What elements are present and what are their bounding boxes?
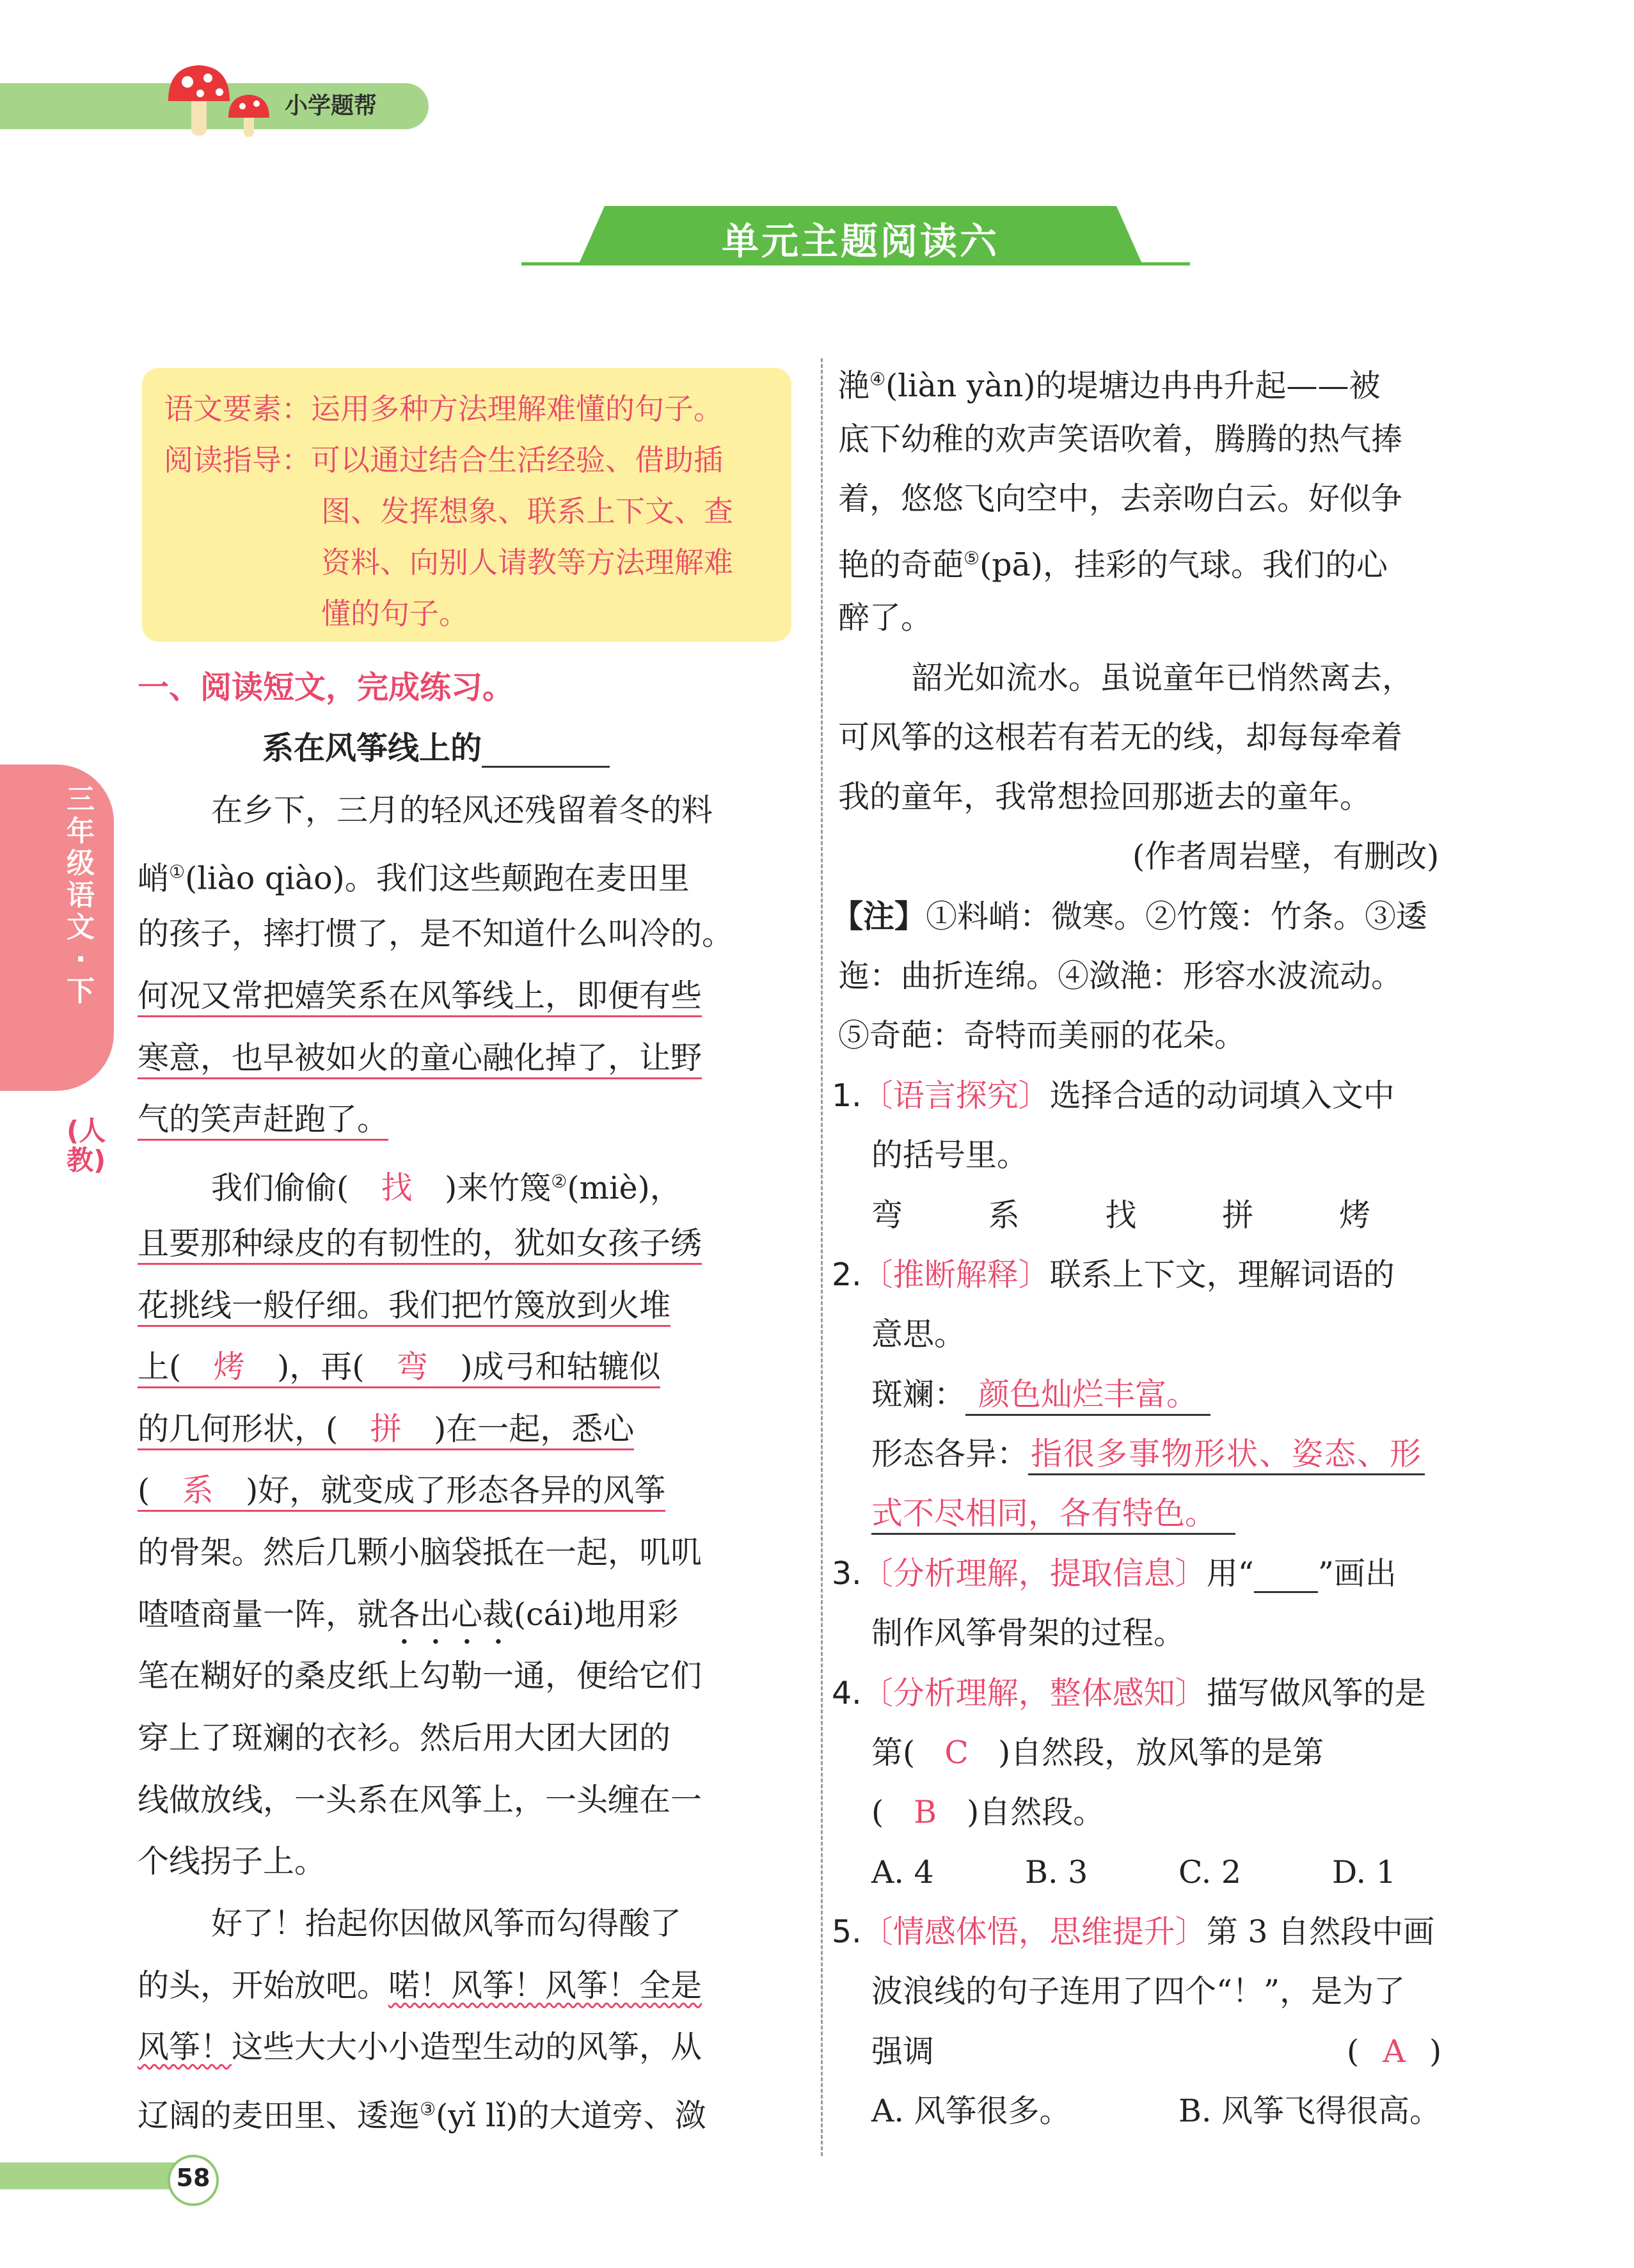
guidance-line: 资料、向别人请教等方法理解难 xyxy=(321,545,733,580)
option[interactable]: B. 3 xyxy=(1025,1854,1088,1891)
article-text: )成弓和轱辘似 xyxy=(460,1349,661,1385)
article-text: (liào qiào)。我们这些颠跑在麦田里 xyxy=(185,860,690,897)
article-line: 穿上了斑斓的衣衫。然后用大团大团的 xyxy=(138,1720,671,1756)
term-answer[interactable]: 指很多事物形状、姿态、形 xyxy=(1028,1435,1425,1475)
article-text: 峭 xyxy=(138,860,170,897)
question-line xyxy=(871,1793,1104,1832)
article-text: )在一起，悉心 xyxy=(434,1411,635,1447)
verb-option: 烤 xyxy=(1338,1197,1370,1233)
article-line: 着，悠悠飞向空中，去亲吻白云。好似争 xyxy=(838,480,1403,517)
option[interactable]: C. 2 xyxy=(1178,1854,1242,1891)
article-line: 笔在糊好的桑皮纸上勾勒一通，便给它们 xyxy=(138,1658,702,1694)
option[interactable]: D. 1 xyxy=(1332,1854,1396,1891)
footnote-ref: ② xyxy=(551,1171,567,1192)
side-publisher-label xyxy=(67,1115,106,1176)
guidance-line: 懂的句子。 xyxy=(321,596,468,631)
article-line xyxy=(838,360,1381,405)
article-text: (liàn yàn)的堤塘边冉冉升起——被 xyxy=(885,367,1381,404)
page-number: 58 xyxy=(176,2164,210,2192)
wavy-underlined-text: 风筝！ xyxy=(138,2029,232,2065)
question-2 xyxy=(832,1256,1395,1294)
footnote-ref: ⑤ xyxy=(964,548,980,569)
article-text: (pā)，挂彩的气球。我们的心 xyxy=(980,546,1388,583)
q5-answer[interactable]: A xyxy=(1383,2033,1406,2070)
article-line xyxy=(138,1410,634,1450)
footnote-ref: ④ xyxy=(869,369,886,390)
guidance-line: 图、发挥想象、联系上下文、查 xyxy=(321,494,733,528)
question-text: 第 3 自然段中画 xyxy=(1206,1914,1435,1950)
article-line xyxy=(138,1225,702,1263)
question-line: 意思。 xyxy=(871,1316,966,1352)
article-line: 底下幼稚的欢声笑语吹着，腾腾的热气捧 xyxy=(838,421,1403,457)
article-text: 这些大大小小造型生动的风筝，从 xyxy=(232,2029,702,2065)
question-number: 4. xyxy=(832,1675,862,1711)
notes-line xyxy=(832,898,1427,936)
question-number: 5. xyxy=(832,1914,862,1950)
article-line xyxy=(138,1039,702,1077)
article-line xyxy=(838,539,1388,584)
mushroom-logo-icon xyxy=(163,59,291,142)
article-line xyxy=(138,853,690,898)
article-line xyxy=(138,2028,702,2066)
question-line xyxy=(871,2033,934,2071)
question-line: 波浪线的句子连用了四个“！”，是为了 xyxy=(871,1973,1406,2010)
answer-blank-3[interactable]: 弯 xyxy=(396,1349,428,1385)
question-tag: 〔语言探究〕 xyxy=(861,1077,1050,1114)
notes-line: 迤：曲折连绵。④潋滟：形容水波流动。 xyxy=(838,958,1403,994)
q4-answer-2[interactable]: B xyxy=(914,1794,937,1830)
article-text: 上( xyxy=(138,1349,182,1385)
article-text: 辽阔的麦田里、逶迤 xyxy=(138,2097,420,2134)
underlined-segment xyxy=(138,1348,660,1388)
question-text: 选择合适的动词填入文中 xyxy=(1049,1077,1395,1114)
notes-line: ⑤奇葩：奇特而美丽的花朵。 xyxy=(838,1017,1246,1054)
answer-blank-1[interactable]: 找 xyxy=(381,1170,413,1207)
term-line xyxy=(871,1495,1235,1535)
paren: ) xyxy=(1429,2033,1442,2070)
article-line xyxy=(138,977,702,1015)
underlined-text: 花挑线一般仔细。我们把竹篾放到火堆 xyxy=(138,1287,670,1327)
underlined-segment xyxy=(138,1471,665,1512)
guidance-line: 阅读指导：可以通过结合生活经验、借助插 xyxy=(164,443,723,477)
question-text: 强调 xyxy=(871,2033,935,2070)
q4-answer-1[interactable]: C xyxy=(944,1734,969,1771)
article-line xyxy=(211,1162,681,1207)
question-number: 3. xyxy=(832,1555,862,1592)
requirement-line: 语文要素：运用多种方法理解难懂的句子。 xyxy=(164,392,723,426)
footnote-ref: ③ xyxy=(420,2098,436,2120)
article-line: 的骨架。然后几颗小脑袋抵在一起，叽叽 xyxy=(138,1534,702,1571)
article-text: )，再( xyxy=(277,1349,365,1385)
question-text: ”画出 xyxy=(1317,1555,1397,1592)
article-text: 喳喳商量一阵，就 xyxy=(138,1596,389,1633)
article-title xyxy=(262,729,610,768)
article-text: (cái)地用彩 xyxy=(514,1596,679,1633)
wavy-underlined-text: 喏！风筝！风筝！全是 xyxy=(388,1967,702,2004)
term-label: 形态各异： xyxy=(871,1436,1029,1472)
question-text: )自然段。 xyxy=(967,1794,1105,1830)
verb-option: 找 xyxy=(1105,1197,1137,1233)
question-tag: 〔分析理解，提取信息〕 xyxy=(861,1555,1207,1592)
article-text: 艳的奇葩 xyxy=(838,546,964,583)
article-text: )来竹篾 xyxy=(445,1170,551,1207)
verb-option: 弯 xyxy=(871,1197,903,1233)
article-line xyxy=(138,1287,670,1325)
underlined-text: 寒意，也早被如火的童心融化掉了，让野 xyxy=(138,1040,702,1079)
article-line: 好了！抬起你因做风筝而勾得酸了 xyxy=(211,1905,682,1942)
question-number: 2. xyxy=(832,1257,862,1293)
article-line: 韶光如流水。虽说童年已悄然离去， xyxy=(912,660,1414,696)
question-3 xyxy=(832,1555,1397,1593)
question-line xyxy=(871,1734,1324,1772)
option[interactable]: A. 风筝很多。 xyxy=(871,2093,1071,2129)
question-text: )自然段，放风筝的是第 xyxy=(998,1734,1324,1771)
term-line xyxy=(871,1435,1425,1475)
column-divider xyxy=(821,358,823,2156)
answer-blank-2[interactable]: 烤 xyxy=(213,1349,245,1385)
article-line xyxy=(138,1471,665,1512)
brand-name: 小学题帮 xyxy=(285,93,377,119)
notes-label: 【注】 xyxy=(832,898,926,935)
article-text: 滟 xyxy=(838,367,870,404)
paren: ( xyxy=(1347,2033,1360,2070)
article-text: ( xyxy=(138,1472,150,1509)
underlined-text: 何况又常把嬉笑系在风筝线上，即便有些 xyxy=(138,978,702,1017)
answer-blank-4[interactable]: 拼 xyxy=(370,1411,402,1447)
grade-text: 三年级语文·下 xyxy=(67,783,95,1008)
question-5 xyxy=(832,1913,1434,1951)
article-line: 的孩子，摔打惯了，是不知道什么叫冷的。 xyxy=(138,916,734,952)
question-tag: 〔情感体悟，思维提升〕 xyxy=(861,1914,1207,1950)
q5-answer-paren xyxy=(1347,2033,1441,2071)
title-blank[interactable] xyxy=(482,740,610,768)
question-text: ( xyxy=(871,1794,884,1830)
question-1 xyxy=(832,1077,1395,1115)
article-text: 的几何形状，( xyxy=(138,1411,338,1447)
requirements-box xyxy=(142,368,791,642)
question-text: 描写做风筝的是 xyxy=(1206,1675,1426,1711)
article-text: )好，就变成了形态各异的风筝 xyxy=(246,1472,666,1509)
footer-band xyxy=(0,2162,192,2189)
article-line: 线做放线，一头系在风筝上，一头缠在一 xyxy=(138,1782,702,1818)
underlined-segment xyxy=(138,1410,634,1450)
article-text: (miè)， xyxy=(567,1170,681,1207)
page-title: 单元主题阅读六 xyxy=(721,219,999,263)
underlined-text: 且要那种绿皮的有韧性的，犹如女孩子绣 xyxy=(138,1225,702,1265)
article-line xyxy=(138,2090,706,2135)
answer-blank-5[interactable]: 系 xyxy=(182,1472,214,1509)
section-heading: 一、阅读短文，完成练习。 xyxy=(138,669,514,706)
question-line: 的括号里。 xyxy=(871,1137,1029,1173)
article-line xyxy=(138,1596,679,1651)
article-line xyxy=(138,1348,660,1388)
option[interactable]: B. 风筝飞得很高。 xyxy=(1178,2093,1441,2129)
verb-option: 系 xyxy=(988,1197,1020,1233)
option[interactable]: A. 4 xyxy=(871,1854,934,1891)
article-line: 醉了。 xyxy=(838,599,933,636)
underline-symbol xyxy=(1254,1566,1318,1593)
article-line xyxy=(138,1967,702,2005)
article-text: 的头，开始放吧。 xyxy=(138,1967,389,2004)
question-number: 1. xyxy=(832,1077,862,1114)
question-text: 第( xyxy=(871,1734,916,1771)
verb-option: 拼 xyxy=(1222,1197,1254,1233)
side-grade-label xyxy=(61,784,100,1008)
question-text: 联系上下文，理解词语的 xyxy=(1049,1257,1395,1293)
article-title-text: 系在风筝线上的 xyxy=(262,730,482,766)
article-text: 我们偷偷( xyxy=(211,1170,349,1207)
publisher-text: (人教) xyxy=(67,1115,106,1176)
article-line: 在乡下，三月的轻风还残留着冬的料 xyxy=(211,792,713,829)
emphasized-phrase: 各出心裁 xyxy=(388,1596,514,1633)
article-text: (yǐ lǐ)的大道旁、潋 xyxy=(436,2097,706,2134)
underlined-text: 气的笑声赶跑了。 xyxy=(138,1101,388,1141)
question-tag: 〔推断解释〕 xyxy=(861,1257,1050,1293)
footnote-ref: ① xyxy=(169,861,186,882)
term-line xyxy=(871,1376,1210,1416)
verb-options xyxy=(871,1196,1370,1235)
question-line: 制作风筝骨架的过程。 xyxy=(871,1615,1186,1651)
article-line: 可风筝的这根若有若无的线，却每每牵着 xyxy=(838,719,1403,756)
question-text: 用“ xyxy=(1206,1555,1254,1592)
term-label: 斑斓： xyxy=(871,1376,966,1413)
article-line: 我的童年，我常想捡回那逝去的童年。 xyxy=(838,779,1372,815)
article-line: 个线拐子上。 xyxy=(138,1843,326,1880)
question-tag: 〔分析理解，整体感知〕 xyxy=(861,1675,1207,1711)
term-answer[interactable]: 颜色灿烂丰富。 xyxy=(965,1376,1210,1416)
article-source: (作者周岩壁，有删改) xyxy=(1132,838,1440,875)
notes-text: ①料峭：微寒。②竹篾：竹条。③逶 xyxy=(926,898,1428,935)
article-line xyxy=(138,1100,388,1139)
term-answer[interactable]: 式不尽相同，各有特色。 xyxy=(871,1495,1235,1535)
question-4 xyxy=(832,1674,1426,1713)
